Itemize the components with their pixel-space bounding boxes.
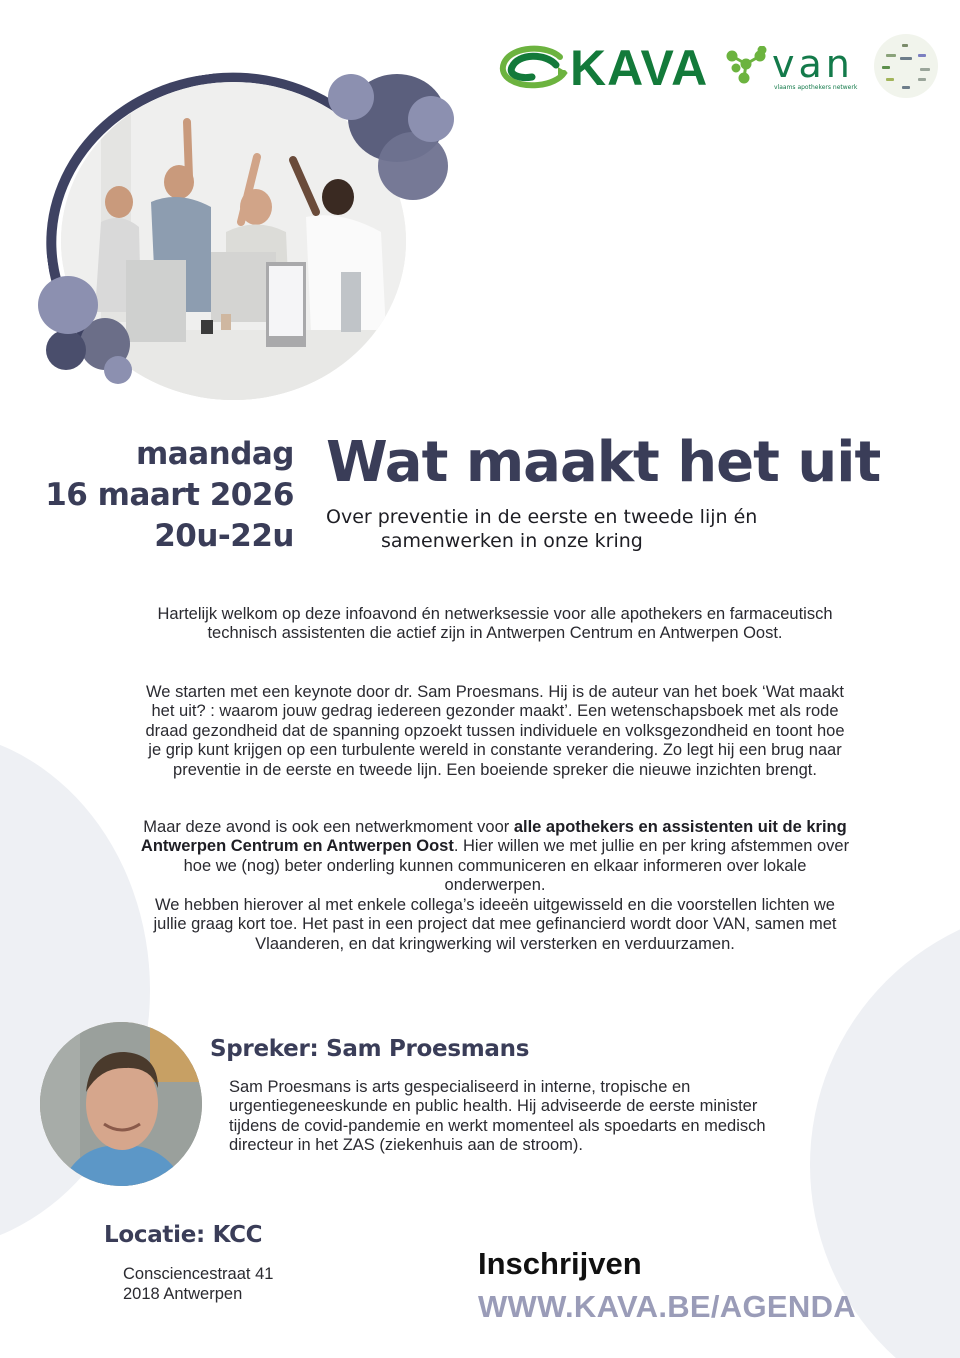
decorative-circle xyxy=(328,74,374,120)
event-date: 16 maart 2026 xyxy=(45,477,294,513)
decorative-circle xyxy=(104,356,132,384)
kava-logo xyxy=(498,40,708,96)
kava-wordmark: KAVA xyxy=(570,40,709,96)
logo-bar xyxy=(498,34,938,104)
kava-swirl-icon xyxy=(498,43,568,93)
network-text-start: Maar deze avond is ook een netwerkmoment voor xyxy=(143,818,514,836)
event-time: 20u-22u xyxy=(154,518,294,554)
network-paragraph xyxy=(140,818,850,896)
project-paragraph: We hebben hierover al met enkele collega’s ideeën uitgewisseld en die voorstellen lichten we jullie graag kort toe. Het past in een project dat mee gefinancierd wordt door VAN, samen met Vlaanderen, en dat kringwerking wil versterken en verduurzamen. xyxy=(153,896,837,953)
subtitle-line-2: samenwerken in onze kring xyxy=(381,530,643,552)
decorative-circle xyxy=(378,132,448,200)
intro-paragraph: Hartelijk welkom op deze infoavond én netwerksessie voor alle apothekers en farmaceutisch technisch assistenten die actief zijn in Antwerpen Centrum en Antwerpen Oost. xyxy=(157,605,833,643)
event-title: Wat maakt het uit xyxy=(326,430,881,495)
network-text-bold: alle apothekers en assistenten uit de kring Antwerpen Centrum en Antwerpen Oost xyxy=(140,818,847,856)
van-logo xyxy=(726,42,858,91)
network-text-end: . Hier willen we met jullie en per kring afstemmen over hoe we (nog) beter onderling kunnen communiceren en elkaar informeren over lokale onderwerpen. xyxy=(183,837,850,895)
location-address xyxy=(123,1265,273,1304)
decorative-circle xyxy=(408,96,454,142)
decorative-circle xyxy=(46,330,86,370)
event-date-block xyxy=(45,434,294,557)
subtitle-line-1: Over preventie in de eerste en tweede lijn én xyxy=(326,506,758,528)
van-wordmark: van xyxy=(772,42,854,86)
event-subtitle xyxy=(326,505,826,553)
event-day: maandag xyxy=(135,436,294,472)
speaker-photo xyxy=(40,1022,202,1186)
register-link[interactable]: WWW.KAVA.BE/AGENDA xyxy=(478,1289,856,1324)
register-heading: Inschrijven xyxy=(478,1246,642,1281)
speaker-heading: Spreker: Sam Proesmans xyxy=(210,1036,530,1062)
hero-image xyxy=(36,60,456,410)
speaker-bio: Sam Proesmans is arts gespecialiseerd in interne, tropische en urgentiegeneeskunde en public health. Hij adviseerde de eerste minister tijdens de covid-pandemie en werkt momenteel als spoedarts en medisch directeur in het ZAS (ziekenhuis aan de stroom). xyxy=(229,1078,766,1155)
address-street: Consciencestraat 41 xyxy=(123,1265,274,1283)
location-heading: Locatie: KCC xyxy=(104,1222,263,1248)
keynote-paragraph: We starten met een keynote door dr. Sam Proesmans. Hij is de auteur van het boek ‘Wat maakt het uit? : waarom jouw gedrag iedereen gezonder maakt’. Een wetenschapsboek met als rode draad gezondheid dat de spanning opzoekt tussen individuele en volksgezondheid en toont hoe je grip kunt krijgen op een turbulente wereld in constante verandering. Zo legt hij een brug naar preventie in de eerste en tweede lijn. Een boeiende spreker die nieuwe inzichten brengt. xyxy=(145,683,845,779)
partner-logos-circle xyxy=(874,34,938,98)
van-tagline: vlaams apothekers netwerk xyxy=(774,84,858,91)
van-molecule-icon xyxy=(726,46,768,88)
address-city: 2018 Antwerpen xyxy=(123,1284,243,1303)
decorative-circle xyxy=(38,276,98,334)
